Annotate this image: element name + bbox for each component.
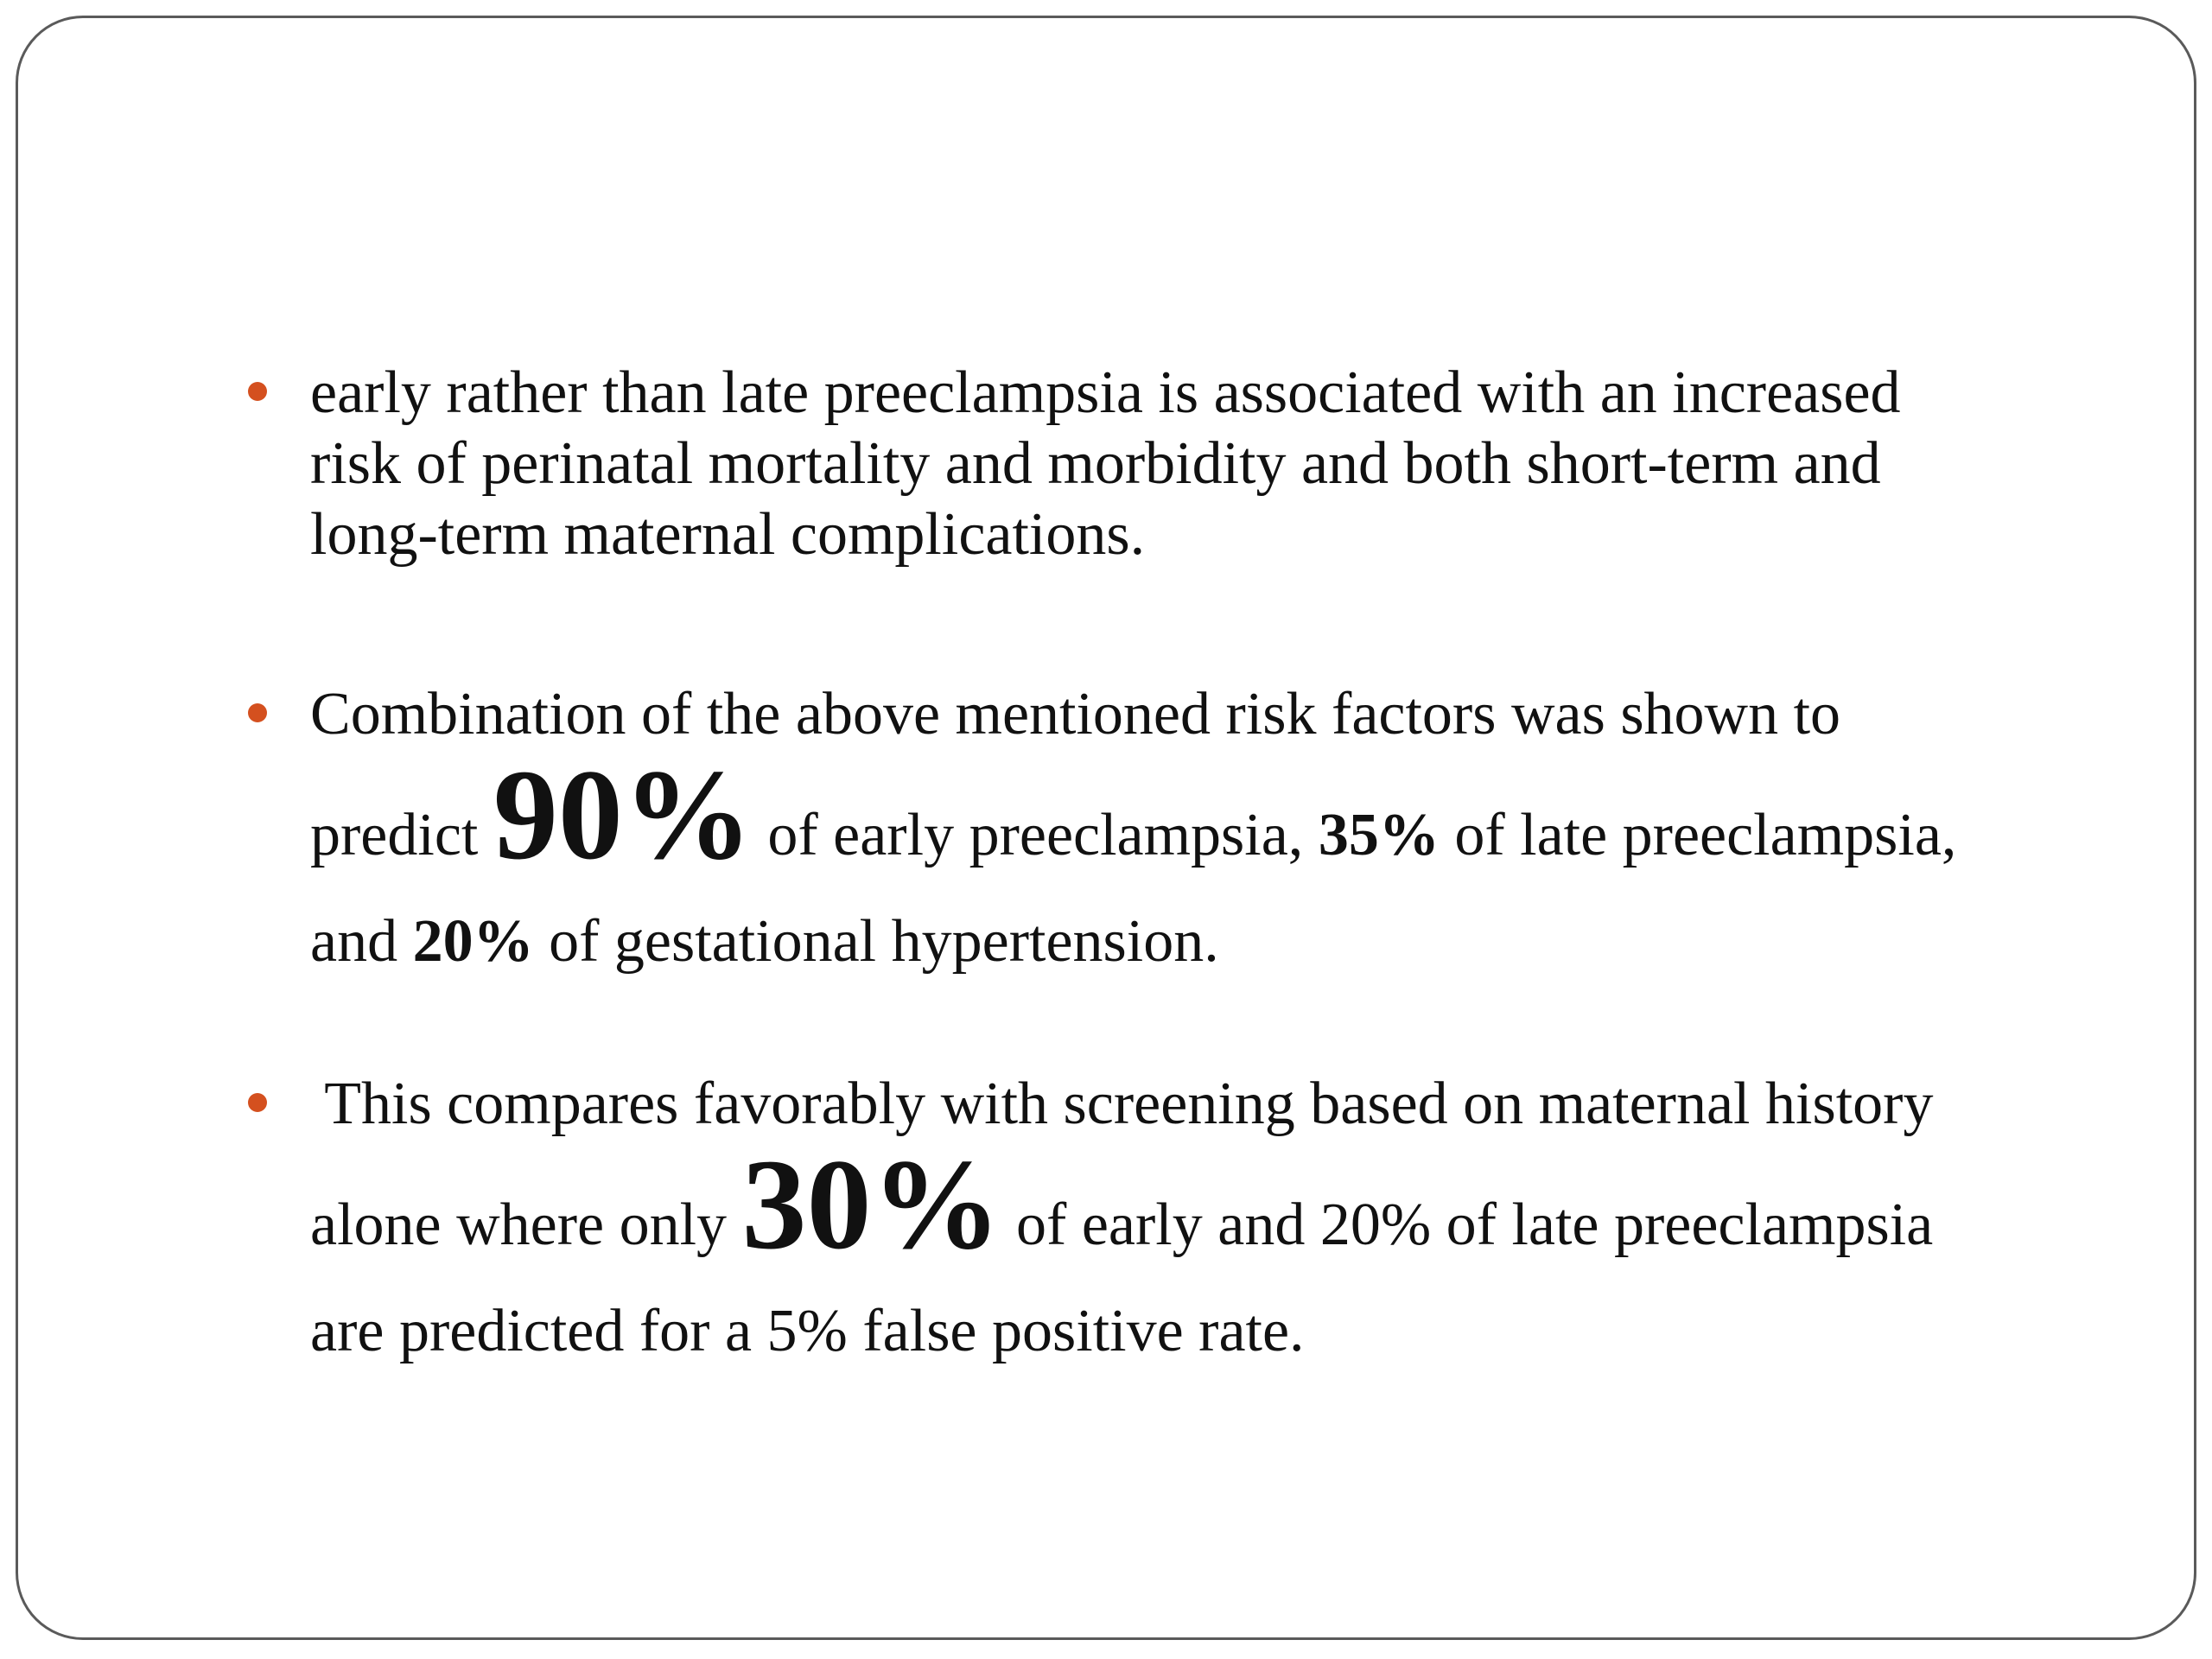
bullet-text-line: are predicted for a 5% false positive rate.: [310, 1298, 1305, 1364]
bullet-dot-icon: [248, 382, 267, 401]
bullet-text-line: early rather than late preeclampsia is associated with an increased: [310, 359, 1901, 426]
bullet-text-line: [310, 743, 2107, 900]
bold-percentage-20: 20%: [412, 908, 534, 975]
bullet-text-line: This compares favorably with screening based on maternal history: [310, 1071, 1934, 1137]
highlight-percentage-90: 90%: [493, 743, 753, 887]
text-fragment: and: [310, 908, 413, 975]
text-fragment: predict: [310, 802, 493, 868]
highlight-percentage-30: 30%: [741, 1133, 1001, 1276]
text-fragment: alone where only: [310, 1192, 742, 1258]
bullet-dot-icon: [248, 703, 267, 722]
bullet-text-line: Combination of the above mentioned risk factors was shown to: [310, 681, 1841, 747]
text-fragment: of gestational hypertension.: [533, 908, 1219, 975]
bullet-text-line: [310, 1133, 2107, 1290]
text-fragment: of late preeclampsia,: [1439, 802, 1957, 868]
bullet-text-line: risk of perinatal mortality and morbidity and both short-term and: [310, 430, 1881, 497]
text-fragment: of early preeclampsia,: [752, 802, 1319, 868]
bullet-item-maternal-history-comparison: [310, 1069, 2107, 1373]
bullet-dot-icon: [248, 1093, 267, 1112]
bullet-text-line: long-term maternal complications.: [310, 501, 1146, 568]
bullet-item-combination-prediction: [310, 679, 2107, 983]
text-fragment: of early and 20% of late preeclampsia: [1001, 1192, 1934, 1258]
bold-percentage-35: 35%: [1318, 802, 1440, 868]
bullet-item-early-preeclampsia-risk: [310, 358, 2107, 570]
bullet-text-line: [310, 900, 2107, 983]
